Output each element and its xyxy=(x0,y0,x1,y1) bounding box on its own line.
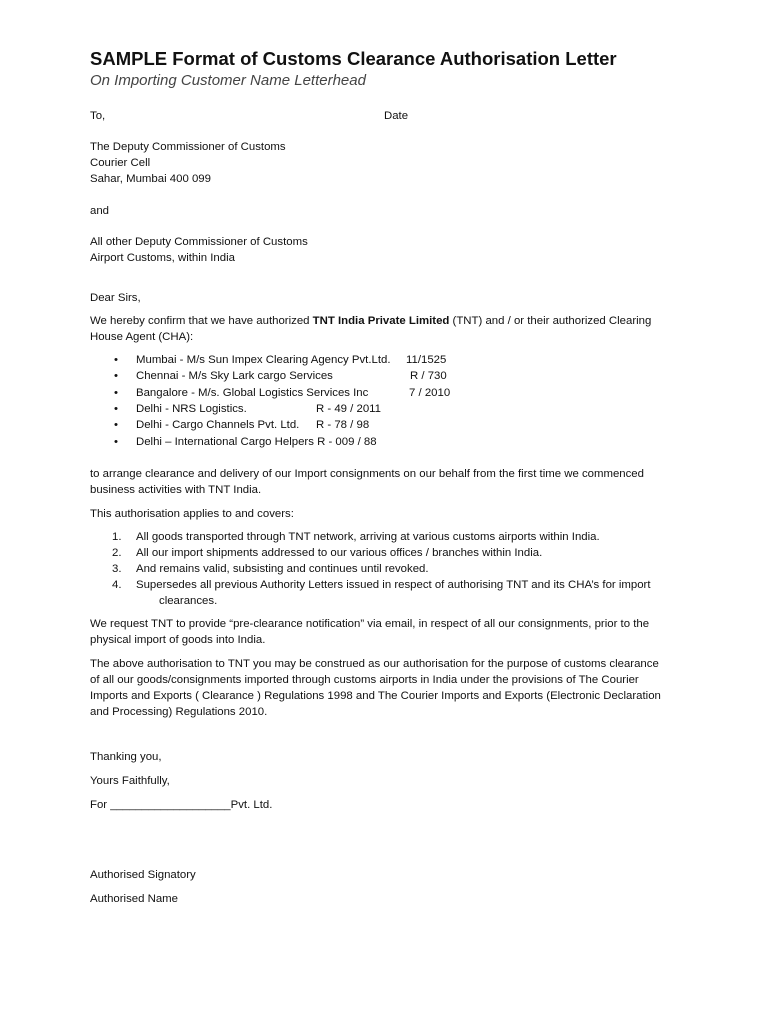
bullet-icon: • xyxy=(114,370,118,382)
agent-name: Delhi - Cargo Channels Pvt. Ltd. xyxy=(136,419,300,431)
address2-line-1: All other Deputy Commissioner of Customs xyxy=(90,236,308,248)
document-title: SAMPLE Format of Customs Clearance Authorisation Letter xyxy=(90,48,617,69)
address1-line-2: Courier Cell xyxy=(90,157,151,169)
authorised-signatory: Authorised Signatory xyxy=(90,869,196,881)
document-subtitle: On Importing Customer Name Letterhead xyxy=(90,72,366,89)
agent-name: Bangalore - M/s. Global Logistics Services Inc xyxy=(136,387,369,399)
agent-code: 11/1525 xyxy=(406,354,447,366)
cover-item: All goods transported through TNT network, arriving at various customs airports within India. xyxy=(136,531,600,543)
for-company-line: For ___________________Pvt. Ltd. xyxy=(90,799,273,811)
applies-line: This authorisation applies to and covers: xyxy=(90,508,294,520)
address2-line-2: Airport Customs, within India xyxy=(90,252,235,264)
salutation: Dear Sirs, xyxy=(90,292,141,304)
to-label: To, xyxy=(90,110,106,122)
above-paragraph: The above authorisation to TNT you may be construed as our authorisation for the purpose of customs clearance of all our goods/consignments imported through customs airports in India under the provisions of The Courier Imports and Exports ( Clearance ) Regulations 1998 and The Courier Imports and Exports (Electronic Declaration and Processing) Regulations 2010. xyxy=(90,658,661,718)
request-paragraph: We request TNT to provide “pre-clearance notification” via email, in respect of all our consignments, prior to the physical import of goods into India. xyxy=(90,618,650,646)
agent-name: Delhi - NRS Logistics. xyxy=(136,403,247,415)
list-number: 2. xyxy=(112,547,122,559)
and-label: and xyxy=(90,205,110,217)
agent-code: R - 49 / 2011 xyxy=(316,403,382,415)
bullet-icon: • xyxy=(114,387,118,399)
cover-item: And remains valid, subsisting and continues until revoked. xyxy=(136,563,429,575)
bullet-icon: • xyxy=(114,436,118,448)
agent-name: Mumbai - M/s Sun Impex Clearing Agency Pvt.Ltd. xyxy=(136,354,391,366)
intro-after: (TNT) and / or their authorized Clearing House Agent (CHA): xyxy=(90,315,652,343)
yours-faithfully: Yours Faithfully, xyxy=(90,775,170,787)
bullet-icon: • xyxy=(114,419,118,431)
list-number: 1. xyxy=(112,531,122,543)
agent-name: Delhi – International Cargo Helpers R - 009 / 88 xyxy=(136,436,377,448)
intro-before: We hereby confirm that we have authorized xyxy=(90,315,313,327)
bullet-icon: • xyxy=(114,354,118,366)
intro-company: TNT India Private Limited xyxy=(312,315,450,327)
intro-paragraph xyxy=(90,313,670,345)
agent-code: R - 78 / 98 xyxy=(316,419,370,431)
cover-item: All our import shipments addressed to our various offices / branches within India. xyxy=(136,547,543,559)
bullet-icon: • xyxy=(114,403,118,415)
cover-item-continuation: clearances. xyxy=(159,595,218,607)
list-number: 4. xyxy=(112,579,122,591)
authorised-name: Authorised Name xyxy=(90,893,179,905)
agent-code: R / 730 xyxy=(410,370,447,382)
address1-line-1: The Deputy Commissioner of Customs xyxy=(90,141,286,153)
agent-code: 7 / 2010 xyxy=(409,387,451,399)
address1-line-3: Sahar, Mumbai 400 099 xyxy=(90,173,211,185)
arrange-paragraph: to arrange clearance and delivery of our Import consignments on our behalf from the first time we commenced business activities with TNT India. xyxy=(90,468,644,496)
agent-name: Chennai - M/s Sky Lark cargo Services xyxy=(136,370,333,382)
date-label: Date xyxy=(384,110,409,122)
thanks-line: Thanking you, xyxy=(90,751,162,763)
list-number: 3. xyxy=(112,563,122,575)
cover-item: Supersedes all previous Authority Letters issued in respect of authorising TNT and its CHA’s for import xyxy=(136,579,651,591)
